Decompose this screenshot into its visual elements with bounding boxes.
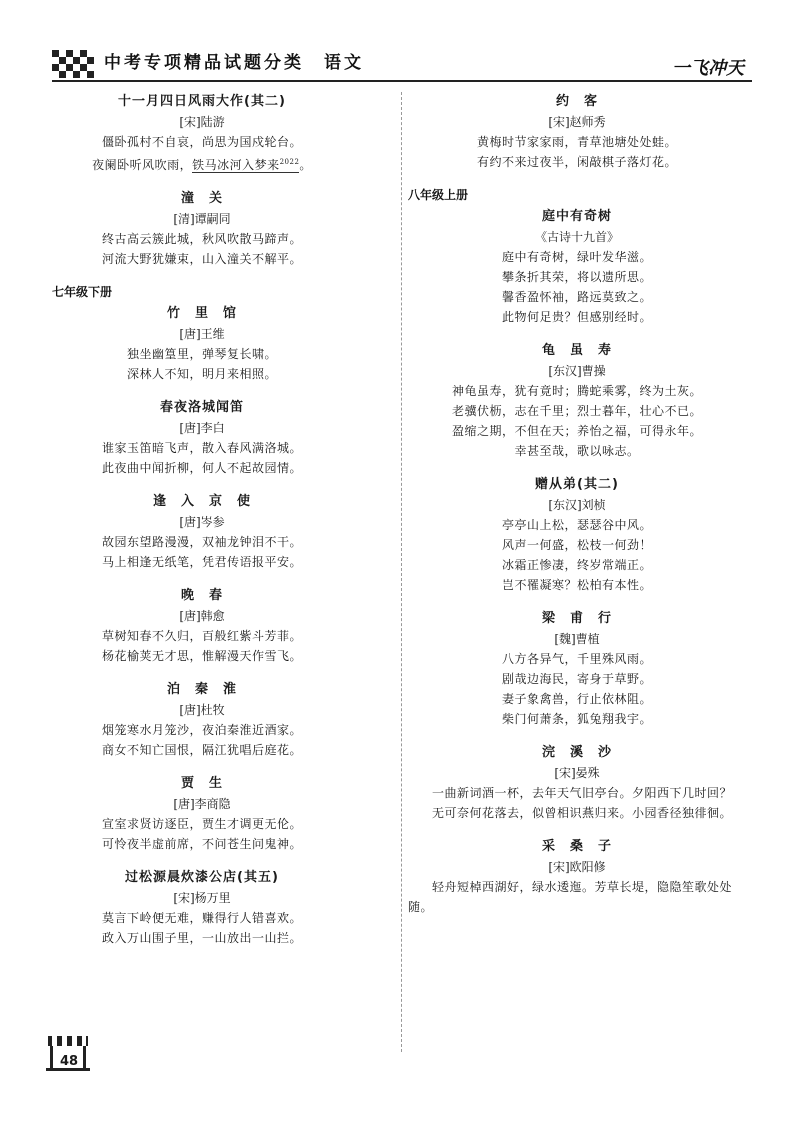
poem-title: 采 桑 子: [541, 839, 612, 854]
poem-line: 谁家玉笛暗飞声，散入春风满洛城。: [101, 441, 302, 455]
poem-line-part: 。: [299, 158, 312, 172]
poem-block: [52, 774, 352, 854]
year-superscript: 2022: [279, 158, 300, 166]
poem-line: 八方各异气，千里殊风雨。: [501, 652, 652, 666]
poem-author: [唐]杜牧: [179, 703, 225, 717]
poem-title: 赠从弟(其二): [535, 477, 619, 492]
poem-author: [宋]赵师秀: [548, 115, 606, 129]
poem-author: [唐]王维: [179, 327, 225, 341]
poem-author: [宋]陆游: [179, 115, 225, 129]
poem-line: 深林人不知，明月来相照。: [126, 367, 277, 381]
poem-line: 烟笼寒水月笼沙，夜泊秦淮近酒家。: [101, 723, 302, 737]
column-divider: [401, 92, 402, 1052]
poem-line: 独坐幽篁里，弹琴复长啸。: [126, 347, 277, 361]
poem-block: [408, 92, 746, 172]
poem-author: [宋]杨万里: [173, 891, 231, 905]
poem-block: [408, 743, 746, 823]
poem-block: [52, 92, 352, 175]
poem-line: [52, 152, 352, 175]
poem-block: [52, 868, 352, 948]
poem-line: 故园东望路漫漫，双袖龙钟泪不干。: [101, 535, 302, 549]
poem-line: 无可奈何花落去，似曾相识燕归来。小园香径独徘徊。: [432, 806, 733, 820]
poem-line: 柴门何萧条，狐兔翔我宇。: [501, 712, 652, 726]
underlined-phrase: [192, 158, 299, 173]
header-rule: [52, 80, 752, 82]
left-column: [52, 92, 352, 962]
poem-line: 剧哉边海民，寄身于草野。: [501, 672, 652, 686]
poem-line-part: 夜阑卧听风吹雨，: [92, 158, 193, 172]
poem-title: 贾 生: [180, 776, 223, 791]
poem-line: 有约不来过夜半，闲敲棋子落灯花。: [476, 155, 677, 169]
poem-line: 风声一何盛，松枝一何劲！: [501, 538, 652, 552]
poem-author: [东汉]曹操: [548, 364, 606, 378]
poem-author: [唐]李商隐: [173, 797, 231, 811]
poem-line: 商女不知亡国恨，隔江犹唱后庭花。: [101, 743, 302, 757]
poem-line: 馨香盈怀袖，路远莫致之。: [501, 290, 652, 304]
poem-line: 冰霜正惨凄，终岁常端正。: [501, 558, 652, 572]
poem-title: 约 客: [555, 94, 598, 109]
poem-title: 逢 入 京 使: [152, 494, 251, 509]
poem-block: [52, 586, 352, 666]
poem-line: 庭中有奇树，绿叶发华滋。: [501, 250, 652, 264]
poem-line: 亭亭山上松，瑟瑟谷中风。: [501, 518, 652, 532]
poem-block: [408, 837, 746, 917]
right-column: [408, 92, 746, 931]
header-brand: 一飞冲天: [672, 58, 744, 79]
poem-title: 晚 春: [180, 588, 223, 603]
section-label: 八年级上册: [408, 188, 469, 202]
poem-block: [52, 189, 352, 269]
poem-author: [唐]李白: [179, 421, 225, 435]
poem-author: [东汉]刘桢: [548, 498, 606, 512]
poem-author: [唐]韩愈: [179, 609, 225, 623]
poem-title: 庭中有奇树: [541, 209, 612, 224]
poem-line: 政入万山围子里，一山放出一山拦。: [101, 931, 302, 945]
poem-line: 妻子象禽兽，行止依林阻。: [501, 692, 652, 706]
poem-line: 黄梅时节家家雨，青草池塘处处蛙。: [476, 135, 677, 149]
poem-title: 竹 里 馆: [166, 306, 237, 321]
poem-line: 此物何足贵？但感别经时。: [501, 310, 652, 324]
poem-line: 草树知春不久归，百般红紫斗芳菲。: [101, 629, 302, 643]
poem-author: [宋]晏殊: [554, 766, 600, 780]
poem-line: 杨花榆荚无才思，惟解漫天作雪飞。: [101, 649, 302, 663]
checkered-flag-icon: [52, 50, 98, 78]
poem-line: 盈缩之期，不但在天；养怡之福，可得永年。: [451, 424, 702, 438]
poem-line: 轻舟短棹西湖好，绿水逶迤。芳草长堤，隐隐笙歌处处随。: [408, 880, 733, 914]
poem-block: [52, 492, 352, 572]
poem-line: 可怜夜半虚前席，不问苍生问鬼神。: [101, 837, 302, 851]
page-number: 48: [60, 1054, 79, 1069]
poem-author: 《古诗十九首》: [534, 230, 619, 244]
header-title: 中考专项精品试题分类 语文: [104, 53, 364, 73]
poem-title: 十一月四日风雨大作(其二): [118, 94, 286, 109]
poem-block: [408, 207, 746, 327]
poem-block: [52, 398, 352, 478]
poem-line: 僵卧孤村不自哀，尚思为国戍轮台。: [101, 135, 302, 149]
poem-line: 岂不罹凝寒？松柏有本性。: [501, 578, 652, 592]
poem-title: 梁 甫 行: [541, 611, 612, 626]
poem-author: [魏]曹植: [554, 632, 600, 646]
poem-line: 终古高云簇此城，秋风吹散马蹄声。: [101, 232, 302, 246]
poem-title: 龟 虽 寿: [541, 343, 612, 358]
poem-line-part: 铁马冰河入梦来: [192, 158, 280, 172]
poem-line: 莫言下岭便无难，赚得行人错喜欢。: [101, 911, 302, 925]
poem-title: 泊 秦 淮: [166, 682, 237, 697]
poem-title: 春夜洛城闻笛: [159, 400, 244, 415]
poem-line: 幸甚至哉，歌以咏志。: [514, 444, 640, 458]
poem-line: 一曲新词酒一杯，去年天气旧亭台。夕阳西下几时回？: [432, 786, 733, 800]
poem-line: 神龟虽寿，犹有竟时；腾蛇乘雾，终为土灰。: [451, 384, 702, 398]
poem-author: [清]谭嗣同: [173, 212, 231, 226]
poem-title: 潼 关: [180, 191, 223, 206]
poem-block: [408, 475, 746, 595]
poem-title: 过松源晨炊漆公店(其五): [125, 870, 279, 885]
poem-line: 马上相逢无纸笔，凭君传语报平安。: [101, 555, 302, 569]
poem-author: [唐]岑参: [179, 515, 225, 529]
section-label: 七年级下册: [52, 285, 113, 299]
poem-block: [408, 609, 746, 729]
poem-line: 河流大野犹嫌束，山入潼关不解平。: [101, 252, 302, 266]
page-header: [0, 0, 800, 90]
poem-block: [52, 680, 352, 760]
poem-line: 宣室求贤访逐臣，贾生才调更无伦。: [101, 817, 302, 831]
poem-block: [408, 341, 746, 461]
poem-author: [宋]欧阳修: [548, 860, 606, 874]
poem-block: [52, 304, 352, 384]
poem-title: 浣 溪 沙: [541, 745, 612, 760]
poem-line: 攀条折其荣，将以遗所思。: [501, 270, 652, 284]
poem-line: 此夜曲中闻折柳，何人不起故园情。: [101, 461, 302, 475]
poem-line: 老骥伏枥，志在千里；烈士暮年，壮心不已。: [451, 404, 702, 418]
